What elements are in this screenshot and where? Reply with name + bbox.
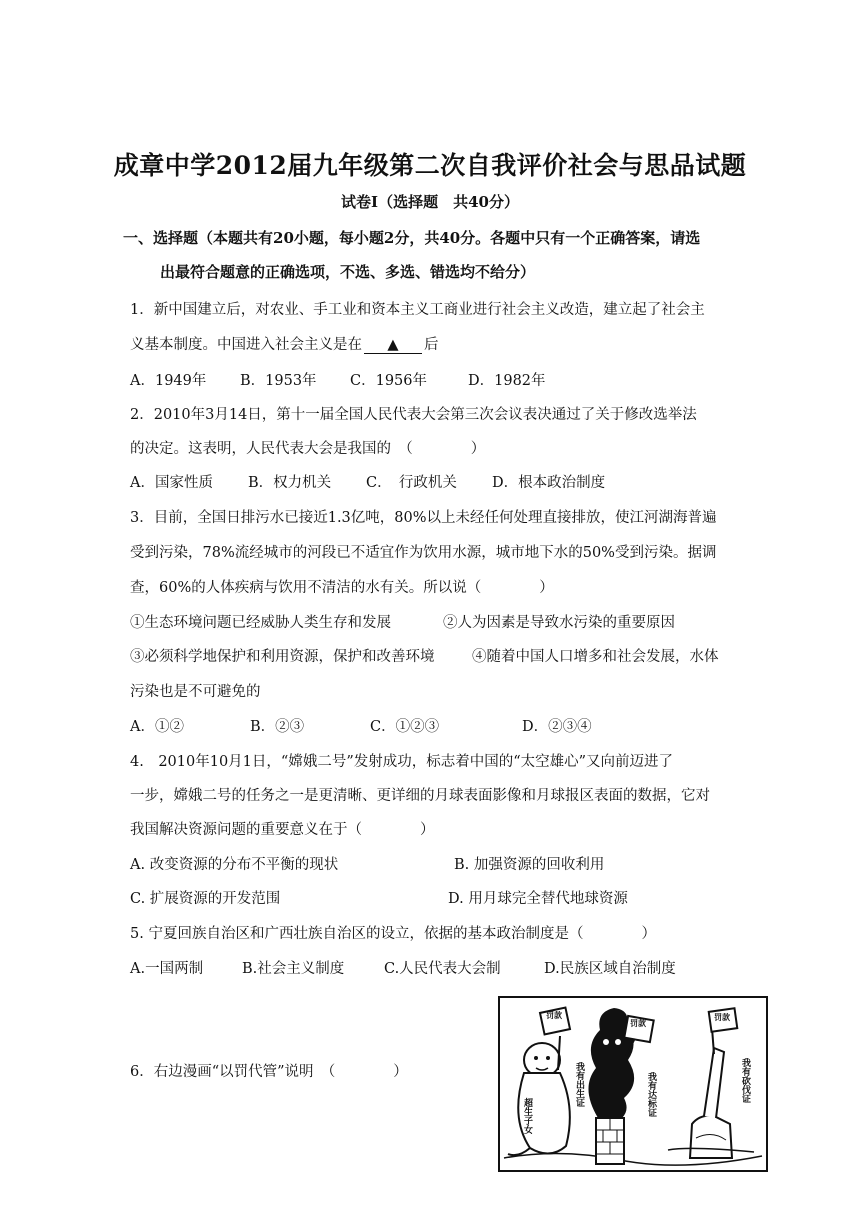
q1-text: 义基本制度。中国进入社会主义是在: [130, 337, 362, 353]
cartoon-illustration: [498, 996, 768, 1172]
q3-line3: 查，60%的人体疾病与饮用不清洁的水有关。所以说（ ）: [130, 580, 554, 596]
cartoon-caption-birth-certificate: 我有出生证: [574, 1062, 584, 1107]
q5-option-a: A.一国两制: [130, 961, 204, 977]
page-title: 成章中学2012届九年级第二次自我评价社会与思品试题: [113, 151, 747, 180]
cartoon-sign-3: 罚款: [714, 1012, 730, 1022]
q2-options: [130, 471, 605, 492]
q2-line1: 2．2010年3月14日，第十一届全国人民代表大会第三次会议表决通过了关于修改选举法: [130, 407, 697, 423]
q1-line1: 1．新中国建立后，对农业、手工业和资本主义工商业进行社会主义改造，建立起了社会主: [130, 302, 705, 318]
q4-option-b: B. 加强资源的回收利用: [454, 857, 605, 873]
section-instruction-line1: 一、选择题（本题共有20小题，每小题2分，共40分。各题中只有一个正确答案，请选: [123, 229, 701, 247]
q2-line2: 的决定。这表明，人民代表大会是我国的 （ ）: [130, 441, 486, 457]
cartoon-sign-2: 罚款: [630, 1018, 646, 1028]
q3-statement-3: ③必须科学地保护和利用资源，保护和改善环境: [130, 649, 435, 665]
q4-option-d: D. 用月球完全替代地球资源: [448, 891, 628, 907]
q2-option-b: B．权力机关: [248, 475, 332, 491]
q3-statement-4-cont: 污染也是不可避免的: [130, 684, 261, 700]
q3-line1: 3．目前，全国日排污水已接近1.3亿吨，80%以上未经任何处理直接排放，使江河湖海普遍: [130, 510, 717, 526]
q1-line2: [130, 333, 439, 354]
q3-statement-4: ④随着中国人口增多和社会发展，水体: [472, 649, 719, 665]
q3-option-c: C．①②③: [370, 719, 440, 735]
cartoon-caption-compliance-certificate: 我有达标证: [646, 1072, 656, 1117]
q5-option-c: C.人民代表大会制: [384, 961, 501, 977]
q4-options-cd: [130, 887, 628, 908]
q5-options: [130, 957, 676, 978]
q3-line2: 受到污染，78%流经城市的河段已不适宜作为饮用水源，城市地下水的50%受到污染。据调: [130, 545, 717, 561]
q4-option-a: A. 改变资源的分布不平衡的现状: [130, 857, 339, 873]
cartoon-caption-extra-child: 超生子女: [522, 1098, 532, 1134]
q2-option-a: A．国家性质: [130, 475, 213, 491]
answer-blank: ▲: [364, 337, 422, 354]
q4-line1: 4. 2010年10月1日，“嫦娥二号”发射成功，标志着中国的“太空雄心”又向前迈进了: [130, 754, 674, 770]
cartoon-caption-logging-permit: 我有砍伐证: [740, 1058, 750, 1103]
q1-option-c: C．1956年: [350, 373, 427, 389]
q3-option-a: A．①②: [130, 719, 184, 735]
q2-option-d: D．根本政治制度: [492, 475, 606, 491]
q1-options: [130, 369, 546, 390]
q1-option-d: D．1982年: [468, 373, 546, 389]
q5-option-b: B.社会主义制度: [242, 961, 345, 977]
q5-option-d: D.民族区域自治制度: [544, 961, 676, 977]
q3-options: [130, 715, 592, 736]
q4-options-ab: [130, 853, 604, 874]
q3-statement-1: ①生态环境问题已经威胁人类生存和发展: [130, 615, 391, 631]
q4-line3: 我国解决资源问题的重要意义在于（ ）: [130, 822, 435, 838]
q3-option-d: D．②③④: [522, 719, 592, 735]
q2-option-c: C． 行政机关: [366, 475, 457, 491]
q4-option-c: C. 扩展资源的开发范围: [130, 891, 281, 907]
q1-text-end: 后: [424, 337, 439, 353]
cartoon-sign-1: 罚款: [546, 1010, 562, 1020]
q3-statement-2: ②人为因素是导致水污染的重要原因: [443, 615, 675, 631]
q1-option-a: A．1949年: [130, 373, 207, 389]
section-instruction-line2: 出最符合题意的正确选项，不选、多选、错选均不给分）: [160, 263, 536, 281]
q3-statements-1-2: [130, 611, 675, 632]
q6-line1: 6．右边漫画“以罚代管”说明 （ ）: [130, 1064, 408, 1080]
q3-statements-3-4: [130, 645, 719, 666]
q1-option-b: B．1953年: [240, 373, 317, 389]
q5-line1: 5. 宁夏回族自治区和广西壮族自治区的设立，依据的基本政治制度是（ ）: [130, 926, 656, 942]
q3-option-b: B．②③: [250, 719, 305, 735]
q4-line2: 一步，嫦娥二号的任务之一是更清晰、更详细的月球表面影像和月球报区表面的数据，它对: [130, 788, 710, 804]
paper-subtitle: 试卷Ⅰ（选择题 共40分）: [341, 193, 519, 211]
